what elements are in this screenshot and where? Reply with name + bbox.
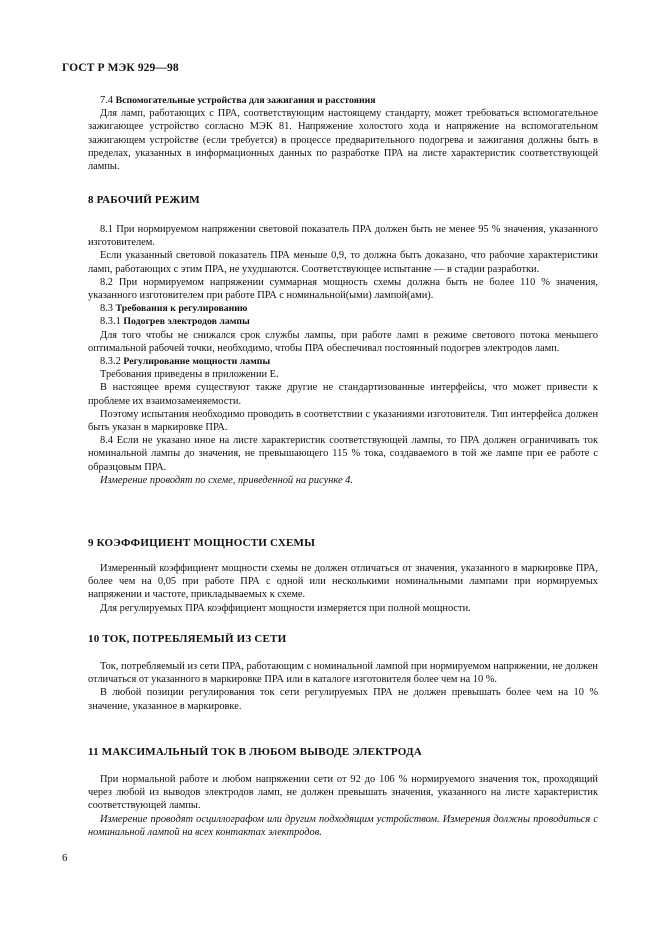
paragraph-9-2: Для регулируемых ПРА коэффициент мощности измеряется при полной мощности. (100, 602, 471, 614)
paragraph-8-2: 8.2 При нормируемом напряжении суммарная мощность схемы должна быть не более 110 % значения, указанного изготовителем при работе ПРА с номинальной(ыми) лампой(ами). (88, 276, 598, 302)
paragraph-7-4: Для ламп, работающих с ПРА, соответствующим настоящему стандарту, может требоваться вспомогательное зажигающее устройство согласно МЭК 81. Напряжение холостого хода и напряжение на вспомогательном зажигающем устройстве (если требуется) в процессе предварительного подогрева и зажигания должны быть в пределах, указанных в информационных данных по разработке ПРА на листе характеристик соответствующей лампы. (88, 108, 598, 173)
paragraph-8-3-2-a: Требования приведены в приложении Е. (100, 369, 279, 381)
section-title-11: 11 МАКСИМАЛЬНЫЙ ТОК В ЛЮБОМ ВЫВОДЕ ЭЛЕКТРОДА (88, 746, 422, 758)
subsection-title-8-3: 8.3 Требования к регулированию (100, 303, 248, 315)
document-header: ГОСТ Р МЭК 929—98 (62, 62, 179, 74)
section-8 (88, 223, 598, 487)
subsection-title-7-4: 7.4 Вспомогательные устройства для зажигания и расстояния (100, 95, 376, 106)
paragraph-8-3-2-b: В настоящее время существуют также другие не стандартизованные интерфейсы, что может привести к проблеме их взаимозаменяемости. (88, 382, 598, 407)
subsection-title-8-3-1: 8.3.1 Подогрев электродов лампы (100, 316, 250, 328)
section-9 (88, 562, 598, 615)
paragraph-8-1: 8.1 При нормируемом напряжении световой показатель ПРА должен быть не менее 95 % значения, указанного изготовителем. (88, 224, 598, 249)
section-title-10: 10 ТОК, ПОТРЕБЛЯЕМЫЙ ИЗ СЕТИ (88, 633, 287, 645)
paragraph-9-1: Измеренный коэффициент мощности схемы не должен отличаться от значения, указанного в маркировке ПРА, более чем на 0,05 при работе ПРА с одной или несколькими номинальными лампами при нормируемых напряжении и частоте, прикладываемых к схеме. (88, 563, 598, 601)
section-7-4 (88, 94, 598, 173)
section-10 (88, 660, 598, 713)
paragraph-10-1: Ток, потребляемый из сети ПРА, работающим с номинальной лампой при нормируемом напряжении, не должен отличаться от указанного в маркировке ПРА или в каталоге изготовителя более чем на 10 %. (88, 661, 598, 686)
paragraph-8-3-1: Для того чтобы не снижался срок службы лампы, при работе ламп в режиме светового потока меньшего оптимальной рабочей точки, необходимо, чтобы ПРА обеспечивал постоянный подогрев электродов ламп. (88, 329, 598, 354)
subsection-title-8-3-2: 8.3.2 Регулирование мощности лампы (100, 356, 271, 368)
section-11 (88, 773, 598, 839)
paragraph-8-3-2-c: Поэтому испытания необходимо проводить в соответствии с указаниями изготовителя. Тип интерфейса должен быть указан в маркировке ПРА. (88, 408, 598, 434)
paragraph-10-2: В любой позиции регулирования ток сети регулируемых ПРА не должен превышать более чем на 10 % значение, указанное в маркировке. (88, 687, 598, 712)
paragraph-8-4: 8.4 Если не указано иное на листе характеристик соответствующей лампы, то ПРА должен ограничивать ток номинальной лампы до значения, не превышающего 115 % тока, создаваемого в той же лампе при ее работе с образцовым ПРА. (88, 435, 598, 473)
note-11: Измерение проводят осциллографом или другим подходящим устройством. Измерения должны проводиться с номинальной лампой на всех контактах электродов. (88, 813, 598, 838)
section-title-9: 9 КОЭФФИЦИЕНТ МОЩНОСТИ СХЕМЫ (88, 537, 316, 549)
section-title-8: 8 РАБОЧИЙ РЕЖИМ (88, 194, 200, 206)
note-8-4: Измерение проводят по схеме, приведенной на рисунке 4. (100, 474, 353, 486)
page-number: 6 (62, 852, 68, 864)
paragraph-8-1b: Если указанный световой показатель ПРА меньше 0,9, то должна быть доказано, что рабочие характеристики ламп, работающих с этим ПРА, не ухудшаются. Соответствующее испытание — в стадии разработки. (88, 250, 598, 275)
paragraph-11-1: При нормальной работе и любом напряжении сети от 92 до 106 % нормируемого значения ток, проходящий через любой из выводов электродов ламп, не должен превышать значения, указанного на листе характеристик соответствующей лампы. (88, 774, 598, 812)
